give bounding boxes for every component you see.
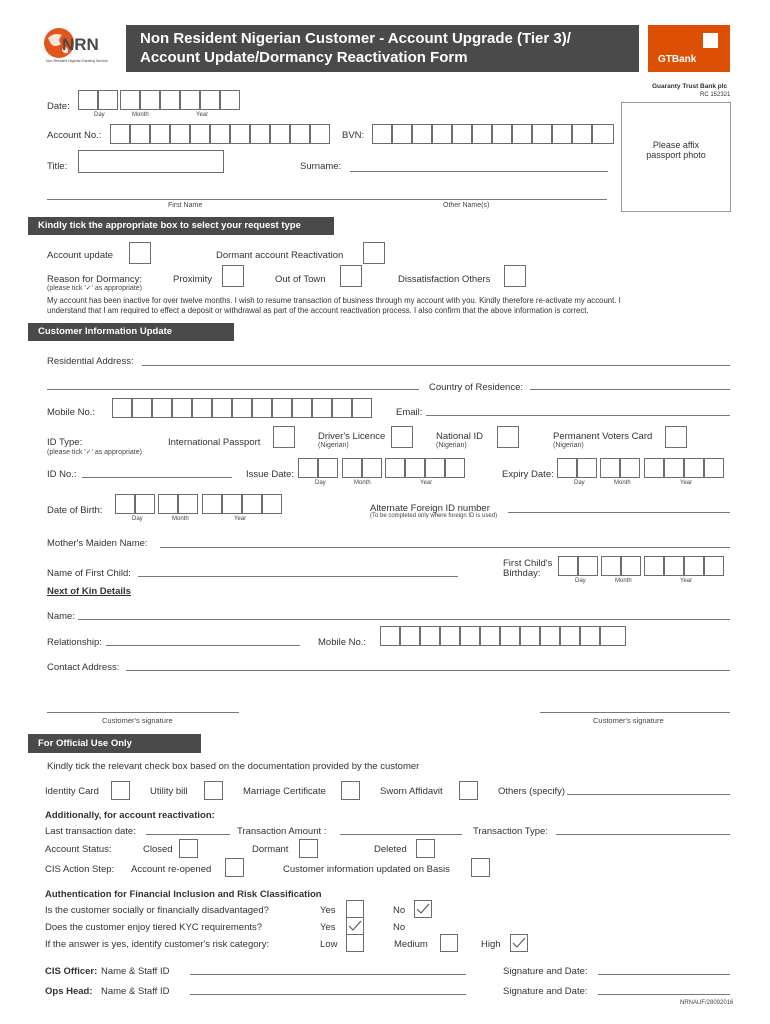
cis-officer-label: CIS Officer: — [45, 966, 98, 977]
account-update-checkbox[interactable] — [129, 242, 151, 264]
identity-card-checkbox[interactable] — [111, 781, 130, 800]
expiry-date-cell[interactable] — [600, 458, 620, 478]
child-bday-cell[interactable] — [664, 556, 684, 576]
pvc-label: Permanent Voters Card — [553, 431, 653, 442]
relationship-label: Relationship: — [47, 637, 102, 648]
date-label: Date: — [47, 101, 70, 112]
first-child-line[interactable] — [138, 576, 458, 577]
question-tiered-kyc: Does the customer enjoy tiered KYC requirements? — [45, 922, 263, 933]
expiry-date-cell[interactable] — [620, 458, 640, 478]
nok-mobile-cell[interactable] — [500, 626, 520, 646]
closed-label: Closed — [143, 844, 173, 855]
child-bday-cell[interactable] — [684, 556, 704, 576]
maiden-name-line[interactable] — [160, 547, 730, 548]
title-input[interactable] — [78, 150, 224, 173]
mobile-cell[interactable] — [172, 398, 192, 418]
issue-date-cell[interactable] — [342, 458, 362, 478]
nok-mobile-cell[interactable] — [380, 626, 400, 646]
dormant-reactivation-checkbox[interactable] — [363, 242, 385, 264]
bvn-cell[interactable] — [432, 124, 452, 144]
mobile-cell[interactable] — [192, 398, 212, 418]
q1-no-checkbox[interactable] — [414, 900, 432, 918]
utility-bill-checkbox[interactable] — [204, 781, 223, 800]
other-names-caption: Other Name(s) — [443, 202, 490, 209]
mobile-cell[interactable] — [212, 398, 232, 418]
issue-month-caption: Month — [354, 480, 371, 486]
child-day-caption: Day — [575, 578, 586, 584]
dormant-reactivation-label: Dormant account Reactivation — [216, 250, 344, 261]
account-no-cell[interactable] — [170, 124, 190, 144]
mobile-cell[interactable] — [332, 398, 352, 418]
question-risk-category: If the answer is yes, identify customer's risk category: — [45, 939, 270, 950]
q2-yes-checkbox[interactable] — [346, 917, 364, 935]
checkmark-icon — [512, 937, 526, 949]
txn-amount-line[interactable] — [340, 834, 462, 835]
marriage-cert-label: Marriage Certificate — [243, 786, 326, 797]
drivers-licence-checkbox[interactable] — [391, 426, 413, 448]
txn-amount-label: Transaction Amount : — [237, 826, 327, 837]
ops-head-line[interactable] — [190, 994, 466, 995]
bvn-label: BVN: — [342, 130, 365, 141]
dob-cell[interactable] — [158, 494, 178, 514]
customer-signature-line-1[interactable] — [47, 712, 239, 713]
others-specify-line[interactable] — [567, 794, 730, 795]
bvn-cell[interactable] — [492, 124, 512, 144]
title-label: Title: — [47, 161, 68, 172]
mobile-cell[interactable] — [312, 398, 332, 418]
checkmark-icon — [348, 920, 362, 932]
expiry-date-cell[interactable] — [644, 458, 664, 478]
country-residence-line[interactable] — [530, 389, 730, 390]
issue-date-cell[interactable] — [425, 458, 445, 478]
account-no-cell[interactable] — [270, 124, 290, 144]
gtbank-logo — [648, 25, 730, 72]
dissatisfaction-checkbox[interactable] — [504, 265, 526, 287]
nok-name-label: Name: — [47, 611, 75, 622]
bank-legal-name: Guaranty Trust Bank plc — [652, 83, 728, 90]
maiden-name-label: Mother's Maiden Name: — [47, 538, 148, 549]
mobile-cell[interactable] — [112, 398, 132, 418]
cis-officer-line[interactable] — [190, 974, 466, 975]
nok-mobile-cell[interactable] — [480, 626, 500, 646]
cis-officer-name-staff: Name & Staff ID — [101, 966, 170, 977]
surname-line[interactable] — [350, 171, 608, 172]
alt-foreign-id-line[interactable] — [508, 512, 730, 513]
risk-high-label: High — [481, 939, 501, 950]
dob-cell[interactable] — [115, 494, 135, 514]
bvn-cell[interactable] — [532, 124, 552, 144]
reason-dormancy-label: Reason for Dormancy: — [47, 274, 143, 285]
dob-cell[interactable] — [242, 494, 262, 514]
issue-date-cell[interactable] — [445, 458, 465, 478]
reason-please-tick: (please tick '✓' as appropriate) — [47, 285, 142, 292]
contact-address-line[interactable] — [126, 670, 730, 671]
dob-month-caption: Month — [172, 516, 189, 522]
closed-checkbox[interactable] — [179, 839, 198, 858]
nok-mobile-cell[interactable] — [540, 626, 560, 646]
nok-mobile-cell[interactable] — [600, 626, 626, 646]
customer-info-bar: Customer Information Update — [28, 323, 234, 341]
marriage-cert-checkbox[interactable] — [341, 781, 360, 800]
child-bday-cell[interactable] — [578, 556, 598, 576]
alt-foreign-id-sub: (To be completed only where foreign ID is used) — [370, 513, 498, 519]
issue-date-cell[interactable] — [298, 458, 318, 478]
proximity-label: Proximity — [173, 274, 213, 285]
bvn-cell[interactable] — [412, 124, 432, 144]
question-disadvantaged: Is the customer socially or financially disadvantaged? — [45, 905, 269, 916]
expiry-date-cell[interactable] — [557, 458, 577, 478]
drivers-licence-sub: (Nigerian) — [318, 442, 349, 449]
account-no-cell[interactable] — [150, 124, 170, 144]
pvc-sub: (Nigerian) — [553, 442, 584, 449]
expiry-year-caption: Year — [680, 480, 693, 486]
nok-mobile-cell[interactable] — [420, 626, 440, 646]
sworn-affidavit-checkbox[interactable] — [459, 781, 478, 800]
first-name-caption: First Name — [168, 202, 203, 209]
intl-passport-label: International Passport — [168, 437, 261, 448]
bank-rc-number: RC 152321 — [700, 92, 731, 98]
additionally-heading: Additionally, for account reactivation: — [45, 810, 215, 821]
child-bday-cell[interactable] — [704, 556, 724, 576]
out-of-town-label: Out of Town — [275, 274, 326, 285]
cis-officer-sig-date: Signature and Date: — [503, 966, 588, 977]
dob-day-caption: Day — [132, 516, 143, 522]
nrn-logo-text: NRN — [62, 35, 99, 54]
next-of-kin-heading: Next of Kin Details — [47, 586, 131, 597]
nok-mobile-cell[interactable] — [440, 626, 460, 646]
mobile-cell[interactable] — [232, 398, 252, 418]
residential-address-line[interactable] — [142, 365, 730, 366]
bvn-cell[interactable] — [472, 124, 492, 144]
nok-mobile-cell[interactable] — [400, 626, 420, 646]
bvn-cell[interactable] — [512, 124, 532, 144]
risk-medium-checkbox[interactable] — [440, 934, 458, 952]
nok-mobile-cell[interactable] — [560, 626, 580, 646]
nok-mobile-cell[interactable] — [460, 626, 480, 646]
official-use-bar: For Official Use Only — [28, 734, 201, 753]
email-line[interactable] — [426, 415, 730, 416]
sworn-affidavit-label: Sworn Affidavit — [380, 786, 443, 797]
child-month-caption: Month — [615, 578, 632, 584]
txn-type-line[interactable] — [556, 834, 730, 835]
others-specify-label: Others (specify) — [498, 786, 566, 797]
id-no-label: ID No.: — [47, 469, 77, 480]
bvn-cell[interactable] — [572, 124, 592, 144]
expiry-month-caption: Month — [614, 480, 631, 486]
account-status-label: Account Status: — [45, 844, 112, 855]
mobile-cell[interactable] — [272, 398, 292, 418]
dob-cell[interactable] — [202, 494, 222, 514]
drivers-licence-label: Driver's Licence — [318, 431, 386, 442]
issue-date-label: Issue Date: — [246, 469, 295, 480]
child-bday-cell[interactable] — [558, 556, 578, 576]
child-bday-cell[interactable] — [644, 556, 664, 576]
dormant-checkbox[interactable] — [299, 839, 318, 858]
account-reopened-label: Account re-opened — [131, 864, 212, 875]
account-no-cell[interactable] — [310, 124, 330, 144]
residential-address-line2[interactable] — [47, 389, 419, 390]
form-title-line1: Non Resident Nigerian Customer - Account Upgrade (Tier 3)/ — [140, 30, 571, 47]
expiry-date-cell[interactable] — [704, 458, 724, 478]
dob-cell[interactable] — [262, 494, 282, 514]
mobile-label: Mobile No.: — [47, 407, 96, 418]
national-id-checkbox[interactable] — [497, 426, 519, 448]
ops-head-sig-date: Signature and Date: — [503, 986, 588, 997]
declaration-line2: understand that I am required to effect a deposit or withdrawal as part of the account reactivation process. I also confirm that the above information is correct. — [47, 306, 589, 315]
customer-signature-caption-2: Customer's signature — [593, 716, 664, 725]
nrn-logo-subtitle: Non-Resident Nigerian Banking Service — [46, 59, 108, 63]
utility-bill-label: Utility bill — [150, 786, 188, 797]
account-no-cell[interactable] — [130, 124, 150, 144]
dob-label: Date of Birth: — [47, 505, 103, 516]
date-month-2[interactable] — [140, 90, 160, 110]
txn-type-label: Transaction Type: — [473, 826, 548, 837]
kyc-basis-label: Customer information updated on Basis — [283, 864, 450, 875]
auth-heading: Authentication for Financial Inclusion and Risk Classification — [45, 889, 322, 900]
deleted-checkbox[interactable] — [416, 839, 435, 858]
risk-low-checkbox[interactable] — [346, 934, 364, 952]
cis-action-label: CIS Action Step: — [45, 864, 115, 875]
issue-date-cell[interactable] — [405, 458, 425, 478]
dob-cell[interactable] — [178, 494, 198, 514]
deleted-label: Deleted — [374, 844, 407, 855]
residential-address-label: Residential Address: — [47, 356, 134, 367]
id-no-line[interactable] — [82, 477, 232, 478]
dissatisfaction-label: Dissatisfaction Others — [398, 274, 491, 285]
surname-label: Surname: — [300, 161, 342, 172]
account-reopened-checkbox[interactable] — [225, 858, 244, 877]
country-residence-label: Country of Residence: — [429, 382, 523, 393]
customer-signature-caption-1: Customer's signature — [102, 716, 173, 725]
date-day-1[interactable] — [78, 90, 98, 110]
date-month-1[interactable] — [120, 90, 140, 110]
dormant-label: Dormant — [252, 844, 289, 855]
passport-photo-text: Please affix passport photo — [646, 140, 706, 161]
dob-cell[interactable] — [135, 494, 155, 514]
mobile-cell[interactable] — [292, 398, 312, 418]
account-no-cell[interactable] — [210, 124, 230, 144]
risk-medium-label: Medium — [394, 939, 428, 950]
national-id-label: National ID — [436, 431, 483, 442]
bvn-cell[interactable] — [452, 124, 472, 144]
form-code: NRNAUF/28092016 — [680, 1000, 734, 1006]
bvn-cell[interactable] — [592, 124, 614, 144]
nok-mobile-cell[interactable] — [520, 626, 540, 646]
dob-cell[interactable] — [222, 494, 242, 514]
bvn-cell[interactable] — [552, 124, 572, 144]
q2-no-label: No — [393, 922, 406, 933]
dob-year-caption: Year — [234, 516, 247, 522]
gtbank-logo-square — [703, 33, 718, 48]
national-id-sub: (Nigerian) — [436, 442, 467, 449]
q2-yes-label: Yes — [320, 922, 336, 933]
account-no-cell[interactable] — [230, 124, 250, 144]
form-title-line2: Account Update/Dormancy Reactivation Form — [140, 49, 468, 66]
date-year-caption: Year — [196, 112, 209, 118]
first-child-label: Name of First Child: — [47, 568, 131, 579]
id-type-label: ID Type: — [47, 437, 83, 448]
risk-low-label: Low — [320, 939, 338, 950]
risk-high-checkbox[interactable] — [510, 934, 528, 952]
intl-passport-checkbox[interactable] — [273, 426, 295, 448]
nok-mobile-label: Mobile No.: — [318, 637, 367, 648]
alt-foreign-id-label: Alternate Foreign ID number — [370, 503, 490, 514]
expiry-day-caption: Day — [574, 480, 585, 486]
relationship-line[interactable] — [106, 645, 300, 646]
contact-address-label: Contact Address: — [47, 662, 120, 673]
date-year-2[interactable] — [180, 90, 200, 110]
child-year-caption: Year — [680, 578, 693, 584]
q1-no-label: No — [393, 905, 406, 916]
expiry-date-cell[interactable] — [664, 458, 684, 478]
account-no-cell[interactable] — [190, 124, 210, 144]
q1-yes-label: Yes — [320, 905, 336, 916]
bvn-cell[interactable] — [372, 124, 392, 144]
expiry-date-cell[interactable] — [684, 458, 704, 478]
customer-signature-line-2[interactable] — [540, 712, 730, 713]
date-year-3[interactable] — [200, 90, 220, 110]
name-line[interactable] — [47, 199, 607, 200]
account-update-label: Account update — [47, 250, 114, 261]
mobile-cell[interactable] — [352, 398, 372, 418]
gtbank-logo-text: GTBank — [658, 54, 697, 65]
first-child-bday-2: Birthday: — [503, 568, 541, 579]
nok-name-line[interactable] — [78, 619, 730, 620]
pvc-checkbox[interactable] — [665, 426, 687, 448]
official-instruction: Kindly tick the relevant check box based on the documentation provided by the customer — [47, 761, 420, 772]
child-bday-cell[interactable] — [621, 556, 641, 576]
child-bday-cell[interactable] — [601, 556, 621, 576]
kyc-basis-checkbox[interactable] — [471, 858, 490, 877]
nrn-logo — [40, 26, 120, 66]
ops-head-name-staff: Name & Staff ID — [101, 986, 170, 997]
last-txn-line[interactable] — [146, 834, 230, 835]
proximity-checkbox[interactable] — [222, 265, 244, 287]
issue-year-caption: Year — [420, 480, 433, 486]
account-no-label: Account No.: — [47, 130, 102, 141]
ops-head-label: Ops Head: — [45, 986, 93, 997]
account-no-cell[interactable] — [290, 124, 310, 144]
nok-mobile-cell[interactable] — [580, 626, 600, 646]
q1-yes-checkbox[interactable] — [346, 900, 364, 918]
issue-date-cell[interactable] — [362, 458, 382, 478]
issue-date-cell[interactable] — [385, 458, 405, 478]
ops-head-sig-line[interactable] — [598, 994, 730, 995]
checkmark-icon — [416, 903, 430, 915]
date-year-1[interactable] — [160, 90, 180, 110]
date-day-caption: Day — [94, 112, 105, 118]
last-txn-label: Last transaction date: — [45, 826, 136, 837]
request-type-bar: Kindly tick the appropriate box to select your request type — [28, 217, 334, 235]
date-day-2[interactable] — [98, 90, 118, 110]
bvn-cell[interactable] — [392, 124, 412, 144]
date-year-4[interactable] — [220, 90, 240, 110]
cis-officer-sig-line[interactable] — [598, 974, 730, 975]
mobile-cell[interactable] — [252, 398, 272, 418]
account-no-cell[interactable] — [110, 124, 130, 144]
email-label: Email: — [396, 407, 423, 418]
issue-day-caption: Day — [315, 480, 326, 486]
issue-date-cell[interactable] — [318, 458, 338, 478]
identity-card-label: Identity Card — [45, 786, 99, 797]
mobile-cell[interactable] — [132, 398, 152, 418]
expiry-date-label: Expiry Date: — [502, 469, 554, 480]
expiry-date-cell[interactable] — [577, 458, 597, 478]
id-please-tick: (please tick '✓' as appropriate) — [47, 449, 142, 456]
declaration-line1: My account has been inactive for over twelve months. I wish to resume transaction of business through my account with you. Kindly therefore re-activate my account. I — [47, 296, 621, 305]
first-child-bday-1: First Child's — [503, 558, 553, 569]
out-of-town-checkbox[interactable] — [340, 265, 362, 287]
mobile-cell[interactable] — [152, 398, 172, 418]
account-no-cell[interactable] — [250, 124, 270, 144]
date-month-caption: Month — [132, 112, 149, 118]
